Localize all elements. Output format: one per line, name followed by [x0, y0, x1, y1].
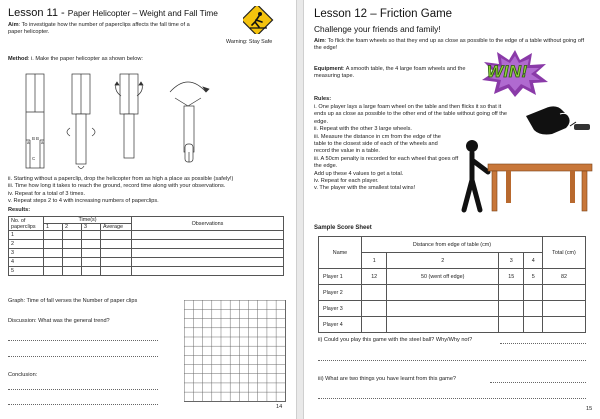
rule-6: iv. Repeat for each player. — [314, 178, 379, 185]
cell[interactable] — [101, 267, 132, 276]
lesson-11-title: Lesson 11 - Paper Helicopter – Weight and Fall Time — [8, 7, 218, 19]
diagram-letter-c: C — [32, 156, 36, 161]
step-3: iii. Time how long it takes to reach the ground, record time along with your observations. — [8, 183, 226, 190]
score-row — [319, 301, 586, 317]
rule-2: ii. Repeat with the other 3 large wheels. — [314, 126, 412, 133]
warning-label: Warning: Stay Safe — [226, 39, 273, 45]
helicopter-steps-illustration — [20, 68, 245, 176]
score-cell[interactable] — [387, 301, 499, 317]
diagram-letter-b2: B — [36, 136, 40, 141]
cell[interactable] — [132, 231, 284, 240]
score-cell[interactable] — [499, 285, 524, 301]
cell[interactable] — [44, 258, 63, 267]
right-page — [303, 0, 600, 419]
score-row — [319, 317, 586, 333]
score-sheet-title: Sample Score Sheet — [314, 225, 372, 231]
answer-line-q2b[interactable] — [318, 398, 586, 399]
cell[interactable] — [63, 258, 82, 267]
answer-line-q1a[interactable] — [500, 343, 586, 344]
conclusion-line-1[interactable] — [8, 389, 158, 390]
rule-7: v. The player with the smallest total wins! — [314, 185, 416, 192]
player-name: Player 1 — [319, 269, 362, 285]
header-trial-3: 3 — [82, 224, 101, 231]
header-name: Name — [319, 237, 362, 269]
step-5: v. Repeat steps 2 to 4 with increasing numbers of paperclips. — [8, 198, 159, 205]
results-table — [8, 216, 284, 276]
rule-3: iii. Measure the distance in cm from the edge of the table to the closest side of each of the wheels and record the value in a table. — [314, 133, 441, 155]
header-wheel-3: 3 — [499, 253, 524, 269]
discussion-line-1[interactable] — [8, 340, 158, 341]
results-row-2: 2 — [9, 240, 44, 249]
score-cell[interactable] — [524, 285, 543, 301]
player-name: Player 3 — [319, 301, 362, 317]
score-table — [318, 236, 586, 333]
score-row — [319, 269, 586, 285]
player-at-table-illustration — [454, 138, 596, 214]
cell[interactable] — [63, 240, 82, 249]
total-cell[interactable] — [543, 301, 586, 317]
score-cell[interactable]: 15 — [499, 269, 524, 285]
diagram-letter-a2: a — [41, 140, 44, 145]
method-paragraph: Method: i. Make the paper helicopter as shown below: — [8, 56, 143, 62]
header-no-paperclips: No. of paperclips — [9, 217, 44, 231]
cell[interactable] — [132, 258, 284, 267]
player-name: Player 2 — [319, 285, 362, 301]
aim-paragraph: Aim: To investigate how the number of paperclips affects the fall time of a paper helicopter. — [8, 22, 190, 36]
answer-line-q1b[interactable] — [318, 360, 586, 361]
warning-sign — [226, 6, 286, 50]
step-2: ii. Starting without a paperclip, drop the helicopter from as high a place as possible (safely!) — [8, 176, 234, 182]
method-steps — [8, 176, 293, 206]
answer-line-q2a[interactable] — [490, 382, 586, 383]
score-cell[interactable] — [362, 285, 387, 301]
left-page — [0, 0, 297, 419]
score-cell[interactable] — [387, 317, 499, 333]
header-trial-2: 2 — [63, 224, 82, 231]
rules-label: Rules: — [314, 96, 332, 102]
score-cell[interactable] — [524, 317, 543, 333]
conclusion-line-2[interactable] — [8, 404, 158, 405]
total-cell[interactable] — [543, 285, 586, 301]
rule-4: iii. A 50cm penalty is recorded for each wheel that goes off the edge. — [314, 155, 459, 170]
results-row-3: 3 — [9, 249, 44, 258]
cell[interactable] — [44, 231, 63, 240]
cell[interactable] — [82, 231, 101, 240]
header-wheel-2: 2 — [387, 253, 499, 269]
graph-label: Graph: Time of fall verses the Number of paper clips — [8, 298, 138, 304]
equipment-paragraph: Equipment: A smooth table, the 4 large foam wheels and the measuring tape. — [314, 66, 466, 80]
question-steel-ball: ii) Could you play this game with the steel ball? Why/Why not? — [318, 337, 473, 343]
cell[interactable] — [63, 231, 82, 240]
win-burst — [480, 48, 550, 98]
page-number-14: 14 — [276, 404, 283, 410]
results-label: Results: — [8, 207, 31, 213]
discussion-paragraph: Discussion: What was the general trend? — [8, 318, 110, 324]
helicopter-diagram — [20, 68, 245, 176]
header-average: Average — [101, 224, 132, 231]
lesson-12-title: Lesson 12 – Friction Game — [314, 8, 453, 20]
cell[interactable] — [101, 258, 132, 267]
aim-paragraph-right: Aim: To flick the foam wheels so that they end up as close as possible to the edge of a table without going off the edge! — [314, 38, 585, 52]
score-cell[interactable] — [524, 301, 543, 317]
total-cell[interactable]: 82 — [543, 269, 586, 285]
header-total: Total (cm) — [543, 237, 586, 269]
page-number-15: 15 — [586, 406, 593, 412]
header-observations: Observations — [132, 217, 284, 231]
player-name: Player 4 — [319, 317, 362, 333]
subtitle: Challenge your friends and family! — [314, 24, 441, 34]
score-cell[interactable]: 12 — [362, 269, 387, 285]
cell[interactable] — [44, 249, 63, 258]
cell[interactable] — [132, 240, 284, 249]
graph-grid[interactable] — [184, 300, 286, 402]
cell[interactable] — [44, 240, 63, 249]
question-learnt: iii) What are two things you have learnt from this game? — [318, 376, 457, 382]
score-cell[interactable]: 5 — [524, 269, 543, 285]
cell[interactable] — [132, 249, 284, 258]
score-cell[interactable] — [362, 301, 387, 317]
flick-hand-icon — [522, 100, 592, 140]
cell[interactable] — [82, 267, 101, 276]
conclusion-label: Conclusion: — [8, 372, 38, 378]
rule-1: i. One player lays a large foam wheel on the table and then flicks it so that it ends up as close as possible to the other end of the table without going off the edge. — [314, 104, 508, 125]
cell[interactable] — [63, 267, 82, 276]
score-cell[interactable] — [387, 285, 499, 301]
results-row-1: 1 — [9, 231, 44, 240]
win-text: WIN! — [487, 62, 528, 81]
header-wheel-1: 1 — [362, 253, 387, 269]
cell[interactable] — [82, 249, 101, 258]
discussion-line-2[interactable] — [8, 356, 158, 357]
header-distance: Distance from edge of table (cm) — [362, 237, 543, 253]
results-row-4: 4 — [9, 258, 44, 267]
cell[interactable] — [82, 240, 101, 249]
header-trial-1: 1 — [44, 224, 63, 231]
cell[interactable] — [101, 249, 132, 258]
cell[interactable] — [132, 267, 284, 276]
rule-5: Add up these 4 values to get a total. — [314, 170, 404, 177]
warning-slip-icon — [243, 6, 275, 34]
step-4: iv. Repeat for a total of 3 times. — [8, 190, 86, 197]
cell[interactable] — [101, 240, 132, 249]
score-cell[interactable] — [362, 317, 387, 333]
results-row-5: 5 — [9, 267, 44, 276]
cell[interactable] — [101, 231, 132, 240]
score-cell[interactable]: 50 (went off edge) — [387, 269, 499, 285]
score-row — [319, 285, 586, 301]
cell[interactable] — [63, 249, 82, 258]
header-time: Time(s) — [44, 217, 132, 224]
total-cell[interactable] — [543, 317, 586, 333]
diagram-letter-a1: a — [27, 140, 30, 145]
score-cell[interactable] — [499, 317, 524, 333]
cell[interactable] — [82, 258, 101, 267]
header-wheel-4: 4 — [524, 253, 543, 269]
cell[interactable] — [44, 267, 63, 276]
score-cell[interactable] — [499, 301, 524, 317]
diagram-letter-b1: B — [32, 136, 36, 141]
